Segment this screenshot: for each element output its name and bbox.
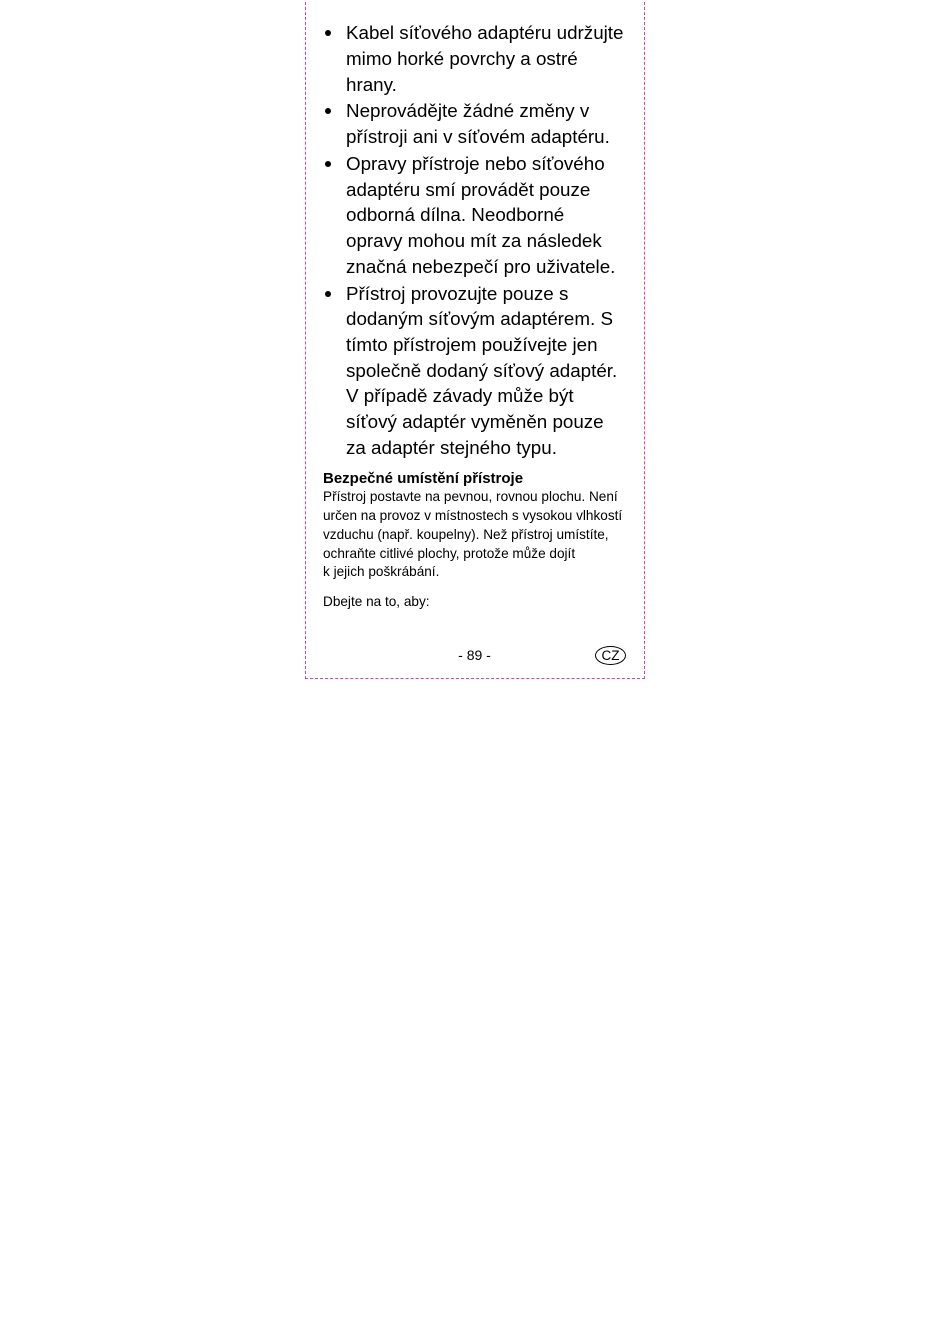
bullet-item [346,151,623,279]
bullet-icon [325,161,331,167]
bullet-line: tímto přístrojem používejte jen [346,334,598,355]
bullet-line: mimo horké povrchy a ostré [346,47,578,69]
bullet-line: Přístroj provozujte pouze s [346,282,569,304]
bullet-line: společně dodaný síťový adaptér. [346,359,618,381]
note-text: Dbejte na to, aby: [323,593,430,609]
section-paragraph [323,488,622,582]
section-heading: Bezpečné umístění přístroje [323,469,524,487]
bullet-line: přístroji ani v síťovém adaptéru. [346,126,610,148]
bullet-line: adaptéru smí provádět pouze [346,178,591,200]
bullet-item [346,20,623,97]
bullet-line: opravy mohou mít za následek [346,230,602,252]
page-number: - 89 - [458,646,491,663]
bullet-line: za adaptér stejného typu. [346,436,557,458]
language-badge: CZ [595,646,626,665]
bullet-item [346,98,623,149]
bullet-line: V případě závady může být [346,385,574,407]
bullet-line: Opravy přístroje nebo síťového [346,153,605,174]
bullet-line: Neprovádějte žádné změny v [346,100,590,122]
bullet-line: síťový adaptér vyměněn pouze [346,411,604,433]
bullet-line: Kabel síťového adaptéru udržujte [346,22,624,44]
paragraph-line: vzduchu (např. koupelny). Než přístroj umístíte, [323,526,609,542]
paragraph-line: určen na provoz v místnostech s vysokou vlhkostí [323,508,623,524]
paragraph-line: ochraňte citlivé plochy, protože může dojít [323,545,576,561]
bullet-line: značná nebezpečí pro uživatele. [346,255,616,277]
bullet-item [346,281,623,461]
bullet-line: hrany. [346,73,397,95]
bullet-line: dodaným síťovým adaptérem. S [346,308,613,330]
placement-section [323,470,622,583]
paragraph-line: k jejich poškrábání. [323,564,440,580]
paragraph-line: Přístroj postavte na pevnou, rovnou plochu. Není [323,489,618,505]
safety-bullet-list [346,20,623,461]
bullet-line: odborná dílna. Neodborné [346,204,565,226]
bullet-icon [325,291,331,297]
